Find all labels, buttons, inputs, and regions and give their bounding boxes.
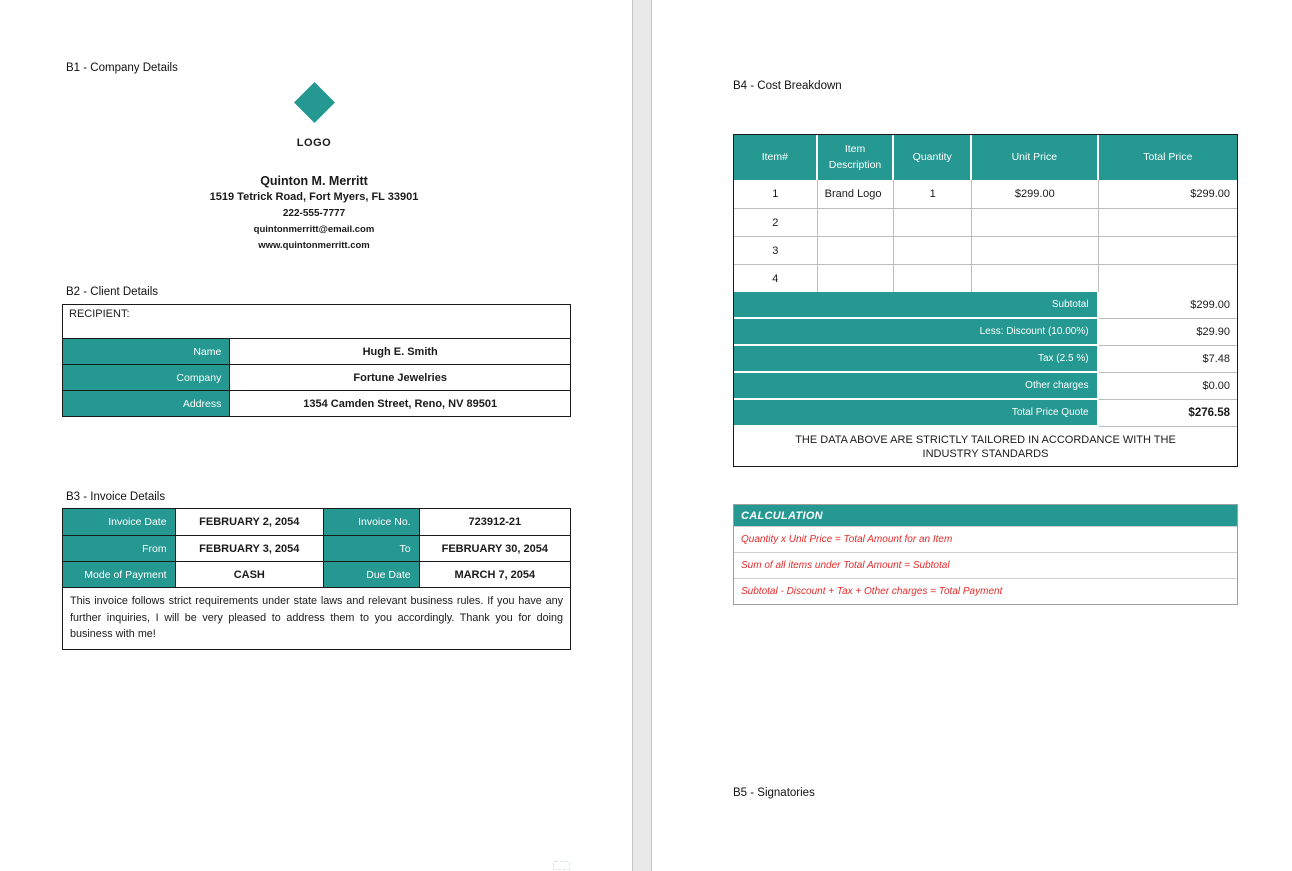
- company-phone[interactable]: 222-555-7777: [282, 208, 346, 219]
- invoice-row-2: [63, 535, 570, 561]
- invoice-date-value[interactable]: FEBRUARY 2, 2054: [175, 509, 323, 535]
- client-address-row: [63, 390, 570, 416]
- invoice-to-label: To: [323, 536, 419, 561]
- logo-caption: LOGO: [296, 137, 332, 149]
- page-bottom-artifact: [553, 861, 570, 870]
- due-date-label: Due Date: [323, 562, 419, 587]
- company-name[interactable]: Quinton M. Merritt: [260, 174, 368, 188]
- invoice-no-value[interactable]: 723912-21: [419, 509, 570, 535]
- item-unit-cell[interactable]: [972, 265, 1098, 292]
- company-email[interactable]: quintonmerritt@email.com: [253, 224, 375, 235]
- invoice-details-table: [62, 508, 571, 650]
- subtotal-row: [734, 292, 1237, 319]
- invoice-to-value[interactable]: FEBRUARY 30, 2054: [419, 536, 570, 561]
- calculation-table: [733, 504, 1238, 605]
- item-num-cell[interactable]: 2: [734, 209, 818, 236]
- header-total-price: Total Price: [1099, 135, 1237, 180]
- section-label-b2: B2 - Client Details: [66, 286, 159, 298]
- item-desc-cell[interactable]: Brand Logo: [818, 180, 895, 208]
- client-address-value[interactable]: 1354 Camden Street, Reno, NV 89501: [229, 391, 570, 416]
- client-company-value[interactable]: Fortune Jewelries: [229, 365, 570, 390]
- discount-value[interactable]: $29.90: [1099, 319, 1237, 346]
- section-label-b5: B5 - Signatories: [733, 787, 815, 799]
- item-desc-cell[interactable]: [818, 237, 895, 264]
- item-qty-cell[interactable]: 1: [894, 180, 972, 208]
- subtotal-value[interactable]: $299.00: [1099, 292, 1237, 319]
- client-address-label: Address: [63, 391, 229, 416]
- discount-label: Less: Discount (10.00%): [734, 319, 1097, 346]
- item-total-cell[interactable]: [1099, 237, 1237, 264]
- cost-breakdown-table: [733, 134, 1238, 467]
- item-qty-cell[interactable]: [894, 237, 972, 264]
- due-date-value[interactable]: MARCH 7, 2054: [419, 562, 570, 587]
- client-company-label: Company: [63, 365, 229, 390]
- item-num-cell[interactable]: 1: [734, 180, 818, 208]
- item-desc-cell[interactable]: [818, 209, 895, 236]
- cost-table-footer-note: THE DATA ABOVE ARE STRICTLY TAILORED IN ACCORDANCE WITH THE INDUSTRY STANDARDS: [795, 433, 1176, 460]
- section-label-b3: B3 - Invoice Details: [66, 491, 166, 503]
- client-details-table: [62, 304, 571, 417]
- total-quote-row: [734, 400, 1237, 427]
- page-gap-divider: [632, 0, 652, 871]
- invoice-date-label: Invoice Date: [63, 509, 175, 535]
- item-total-cell[interactable]: [1099, 265, 1237, 292]
- recipient-label: RECIPIENT:: [69, 308, 130, 320]
- invoice-from-label: From: [63, 536, 175, 561]
- calculation-rule-1: Quantity x Unit Price = Total Amount for an Item: [734, 526, 1237, 552]
- invoice-no-label: Invoice No.: [323, 509, 419, 535]
- client-company-row: [63, 364, 570, 390]
- calculation-rule-2: Sum of all items under Total Amount = Subtotal: [734, 552, 1237, 578]
- total-quote-label: Total Price Quote: [734, 400, 1097, 427]
- section-label-b1: B1 - Company Details: [66, 62, 178, 74]
- item-total-cell[interactable]: [1099, 209, 1237, 236]
- header-item-num: Item#: [734, 135, 818, 180]
- client-name-label: Name: [63, 339, 229, 364]
- other-charges-row: [734, 373, 1237, 400]
- diamond-logo-icon: [293, 82, 334, 123]
- tax-row: [734, 346, 1237, 373]
- calculation-title: CALCULATION: [734, 505, 1237, 526]
- section-label-b4: B4 - Cost Breakdown: [733, 80, 842, 92]
- company-website[interactable]: www.quintonmerritt.com: [258, 240, 370, 251]
- item-desc-cell[interactable]: [818, 265, 895, 292]
- payment-mode-value[interactable]: CASH: [175, 562, 323, 587]
- invoice-row-3: [63, 561, 570, 587]
- item-unit-cell[interactable]: [972, 237, 1098, 264]
- item-row-2: [734, 208, 1237, 236]
- header-unit-price: Unit Price: [972, 135, 1099, 180]
- company-address[interactable]: 1519 Tetrick Road, Fort Myers, FL 33901: [209, 191, 419, 203]
- item-num-cell[interactable]: 4: [734, 265, 818, 292]
- item-row-4: [734, 264, 1237, 292]
- cost-table-header: [734, 135, 1237, 180]
- item-total-cell[interactable]: $299.00: [1190, 188, 1230, 200]
- subtotal-label: Subtotal: [734, 292, 1097, 319]
- header-description: Item Description: [818, 135, 895, 180]
- item-unit-cell[interactable]: [972, 209, 1098, 236]
- item-qty-cell[interactable]: [894, 265, 972, 292]
- client-name-value[interactable]: Hugh E. Smith: [229, 339, 570, 364]
- other-charges-label: Other charges: [734, 373, 1097, 400]
- invoice-note: This invoice follows strict requirements under state laws and relevant business rules. If you have any further inquiries, I will be very pleased to address them to you accordingly. Thank you for doing business with me!: [70, 595, 563, 640]
- payment-mode-label: Mode of Payment: [63, 562, 175, 587]
- item-qty-cell[interactable]: [894, 209, 972, 236]
- company-logo: [52, 82, 576, 124]
- other-charges-value[interactable]: $0.00: [1099, 373, 1237, 400]
- tax-label: Tax (2.5 %): [734, 346, 1097, 373]
- item-num-cell[interactable]: 3: [734, 237, 818, 264]
- invoice-from-value[interactable]: FEBRUARY 3, 2054: [175, 536, 323, 561]
- discount-row: [734, 319, 1237, 346]
- total-quote-value[interactable]: $276.58: [1099, 400, 1237, 427]
- item-row-1: [734, 180, 1237, 208]
- item-unit-cell[interactable]: $299.00: [972, 180, 1098, 208]
- client-name-row: [63, 338, 570, 364]
- header-quantity: Quantity: [894, 135, 972, 180]
- invoice-row-1: [63, 509, 570, 535]
- tax-value[interactable]: $7.48: [1099, 346, 1237, 373]
- item-row-3: [734, 236, 1237, 264]
- calculation-rule-3: Subtotal - Discount + Tax + Other charges = Total Payment: [734, 578, 1237, 604]
